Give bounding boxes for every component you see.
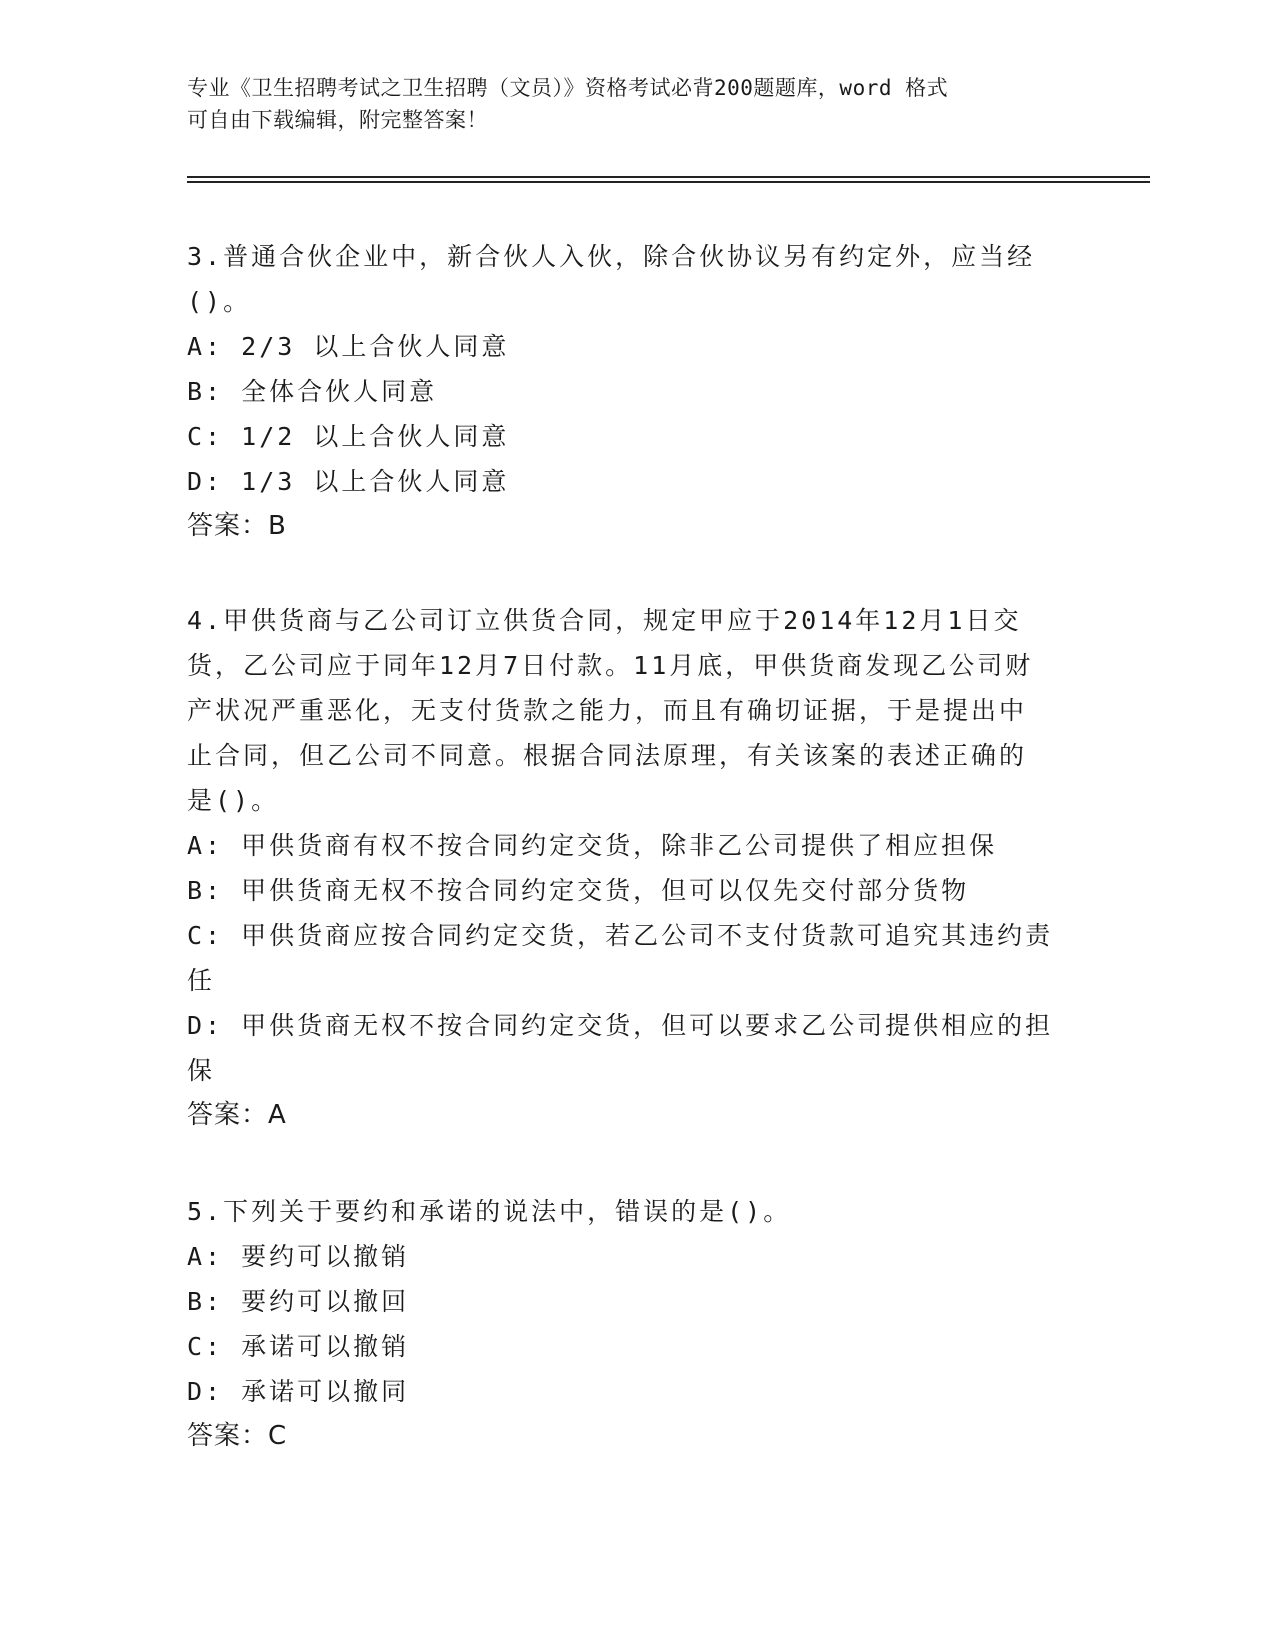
question-stem-line: 3.普通合伙企业中，新合伙人入伙，除合伙协议另有约定外，应当经 [187,242,1036,271]
option-d-continuation: 保 [187,1056,216,1085]
question-stem-line: 是()。 [187,786,280,815]
option-d: D: 1/3 以上合伙人同意 [187,467,510,496]
option-b: B: 全体合伙人同意 [187,377,438,406]
question-stem-line: 4.甲供货商与乙公司订立供货合同，规定甲应于2014年12月1日交 [187,606,1022,635]
question-stem-line: 5.下列关于要约和承诺的说法中，错误的是()。 [187,1197,792,1226]
question-stem-line: ()。 [187,287,252,316]
option-c: C: 1/2 以上合伙人同意 [187,422,510,451]
answer-line: 答案：B [187,511,287,541]
option-c: C: 承诺可以撤销 [187,1332,410,1361]
question-5 [187,1189,1087,1459]
option-a: A: 甲供货商有权不按合同约定交货，除非乙公司提供了相应担保 [187,831,998,860]
question-stem-line: 止合同，但乙公司不同意。根据合同法原理，有关该案的表述正确的 [187,741,1028,770]
option-a: A: 要约可以撤销 [187,1242,410,1271]
header-subtitle-line: 可自由下载编辑，附完整答案！ [187,108,488,132]
question-stem-line: 产状况严重恶化，无支付货款之能力，而且有确切证据，于是提出中 [187,696,1028,725]
answer-line: 答案：C [187,1421,288,1451]
option-d: D: 承诺可以撤同 [187,1377,410,1406]
header-divider-bottom [187,181,1150,183]
question-4 [187,598,1087,1138]
option-c-continuation: 任 [187,966,216,995]
option-d: D: 甲供货商无权不按合同约定交货，但可以要求乙公司提供相应的担 [187,1011,1054,1040]
option-c: C: 甲供货商应按合同约定交货，若乙公司不支付货款可追究其违约责 [187,921,1054,950]
header-divider-top [187,176,1150,178]
question-3 [187,234,1087,549]
document-header [187,72,1087,136]
question-stem-line: 货，乙公司应于同年12月7日付款。11月底，甲供货商发现乙公司财 [187,651,1034,680]
header-title-line: 专业《卫生招聘考试之卫生招聘（文员）》资格考试必背200题题库，word 格式 [187,76,949,100]
option-a: A: 2/3 以上合伙人同意 [187,332,510,361]
answer-line: 答案：A [187,1100,287,1130]
option-b: B: 要约可以撤回 [187,1287,410,1316]
option-b: B: 甲供货商无权不按合同约定交货，但可以仅先交付部分货物 [187,876,970,905]
